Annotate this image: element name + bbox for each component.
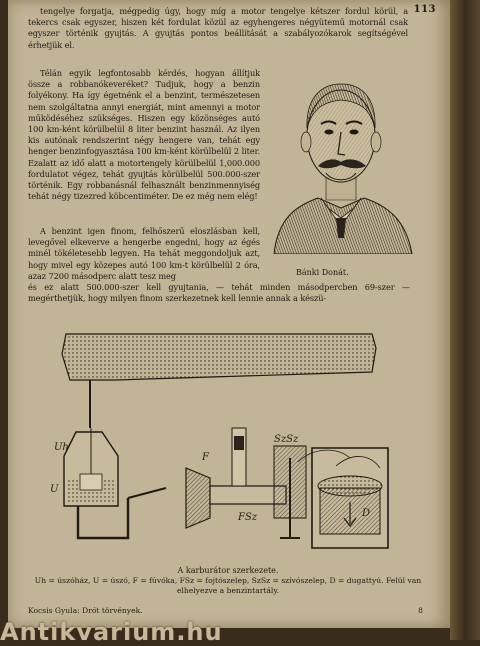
page-footer: [28, 606, 423, 615]
book-spine: [450, 0, 480, 640]
nozzle: [186, 468, 210, 528]
fuel-tank: [62, 334, 376, 380]
label-u: U: [50, 484, 59, 495]
portrait-banki-donat: [266, 58, 416, 254]
label-d: D: [362, 508, 371, 519]
figure-caption: [28, 566, 428, 596]
carburetor-diagram: [36, 328, 420, 560]
label-f: F: [202, 452, 209, 463]
label-szsz: SzSz: [274, 434, 299, 445]
footer-signature: 8: [418, 606, 423, 615]
label-uh: Uh: [54, 442, 69, 453]
figure-title: A karburátor szerkezete.: [177, 566, 279, 575]
label-fsz: FSz: [238, 512, 258, 523]
watermark: Antikvarium.hu: [0, 618, 223, 646]
book-page: [8, 0, 450, 628]
paragraph-fuel-mixture: Télán egyik legfontosabb kérdés, hogyan állítjuk össze a robbanókeveréket? Tudjuk, hogy a benzin folyékony. Ha így égetnénk el a benzint, természetesen nem szolgáltatna annyi energiát, mint amennyi a motor működéséhez szükséges. Hiszen egy közönséges autó 100 km-ként körülbelül 8 liter benzint használ. Az ilyen kis autónak rendszerint négy hengere van, tehát egy henger benzinfogyasztása 100 km-ként körülbelül 2 liter. Ezalatt az idő alatt a motortengely körülbelül 1,000.000 fordulatot végez, tehát gyujtás körülbelül 500.000-szer történik. Egy robbanásnál felhasznált benzinmennyiség tehát négy tizezred köbcentiméter. De ez még nem elég!: [28, 68, 260, 202]
paragraph-continuation: és ez alatt 500.000-szer kell gyujtania, — tehát minden másodpercben 69-szer — megérthetjük, hogy milyen finom szerkezetnek kell lennie annak a készü-: [28, 282, 410, 304]
page-number: 113: [413, 4, 436, 15]
figure-legend: Uh = úszóház, U = úszó, F = fúvóka, FSz = fojtószelep, SzSz = szívószelep, D = dugattyú. Felül van elhelyezve a benzintartály.: [34, 576, 422, 595]
footer-author-title: Kocsis Gyula: Drót törvények.: [28, 606, 143, 615]
paragraph-ignition: tengelye forgatja, mégpedig úgy, hogy míg a motor tengelye kétszer fordul körül, a tekercs csak egyszer, hiszen két fordulat közül az egyhengeres négyütemű motornál csak egyszer történik gyujtás. A gyujtás pontos beállítását a szabályozókarok segítségével érhetjük el.: [28, 6, 408, 50]
portrait-caption: Bánki Donát.: [296, 268, 349, 277]
float: [80, 474, 102, 490]
paragraph-atomization: A benzint igen finom, felhőszerű eloszlásban kell, levegővel elkeverve a hengerbe engedni, hogy az égés minél tökéletesebb legyen. Ha tehát meggondoljuk azt, hogy mivel egy közepes autó 100 km-t körülbelül 2 óra, azaz 7200 másodperc alatt tesz meg: [28, 226, 260, 281]
